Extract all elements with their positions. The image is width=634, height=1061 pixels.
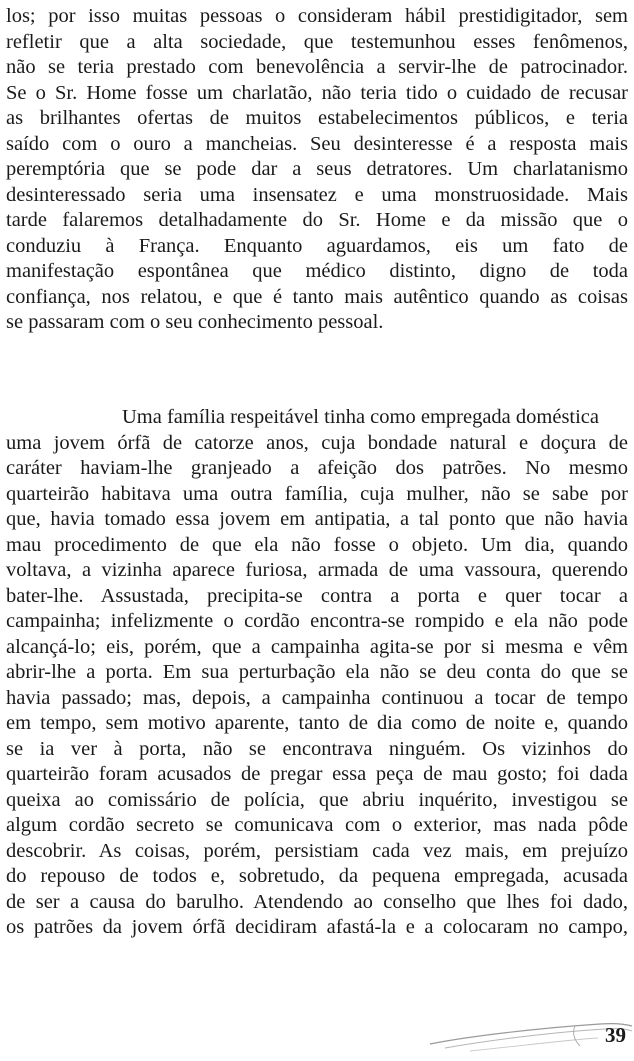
text-line: bater-lhe. Assustada, precipita-se contra a porta e quer tocar a (6, 584, 628, 607)
text-line: campainha; infelizmente o cordão encontra-se rompido e ela não pode (6, 610, 628, 632)
text-line: refletir que a alta sociedade, que testemunhou esses fenômenos, (6, 30, 628, 53)
text-line: desinteressado seria uma insensatez e uma monstruosidade. Mais (6, 183, 628, 206)
text-line: quarteirão foram acusados de pregar essa peça de mau gosto; foi dada (6, 763, 628, 785)
text-line: uma jovem órfã de catorze anos, cuja bondade natural e doçura de (6, 431, 628, 454)
text-line: havia passado; mas, depois, a campainha continuou a tocar de tempo (6, 686, 628, 709)
text-line: manifestação espontânea que médico distinto, digno de toda (6, 260, 628, 282)
text-line: peremptória que se pode dar a seus detratores. Um charlatanismo (6, 158, 628, 180)
page-footer (0, 1010, 634, 1061)
text-line: mau procedimento de que ela não fosse o objeto. Um dia, quando (6, 533, 628, 556)
text-line: saído com o ouro a mancheias. Seu desinteresse é a resposta mais (6, 132, 628, 155)
text-line: voltava, a vizinha aparece furiosa, armada de uma vassoura, querendo (6, 559, 628, 581)
text-line: caráter haviam-lhe granjeado a afeição dos patrões. No mesmo (6, 457, 628, 479)
text-line: Se o Sr. Home fosse um charlatão, não teria tido o cuidado de recusar (6, 81, 628, 104)
text-line: as brilhantes ofertas de muitos estabelecimentos públicos, e teria (6, 107, 628, 129)
text-line: de ser a causa do barulho. Atendendo ao conselho que lhes foi dado, (6, 890, 628, 913)
text-line: do repouso de todos e, sobretudo, da pequena empregada, acusada (6, 865, 628, 887)
text-line: confiança, nos relatou, e que é tanto mais autêntico quando as coisas (6, 285, 628, 308)
text-line: los; por isso muitas pessoas o consideram hábil prestidigitador, sem (6, 5, 628, 27)
text-line: se passaram com o seu conhecimento pessoal. (6, 311, 384, 333)
text-line: descobrir. As coisas, porém, persistiam cada vez mais, em prejuízo (6, 839, 628, 862)
text-line: Uma família respeitável tinha como empregada doméstica (122, 406, 600, 428)
text-line: tarde falaremos detalhadamente do Sr. Home e da missão que o (6, 209, 628, 231)
page-number: 39 (605, 1023, 626, 1047)
paragraph-1 (6, 4, 628, 336)
decorative-swoosh (0, 1010, 634, 1061)
text-line: algum cordão secreto se comunicava com o exterior, mas nada pôde (6, 814, 628, 836)
text-line: não se teria prestado com benevolência a servir-lhe de patrocinador. (6, 56, 628, 78)
text-line: os patrões da jovem órfã decidiram afastá-la e a colocaram no campo, (6, 916, 628, 938)
text-line: que, havia tomado essa jovem em antipatia, a tal ponto que não havia (6, 508, 628, 530)
paragraph-2 (6, 405, 628, 941)
text-line: se ia ver à porta, não se encontrava ninguém. Os vizinhos do (6, 737, 628, 760)
text-line: quarteirão habitava uma outra família, cuja mulher, não se sabe por (6, 482, 628, 505)
text-line: queixa ao comissário de polícia, que abriu inquérito, investigou se (6, 788, 628, 811)
text-line: conduziu à França. Enquanto aguardamos, eis um fato de (6, 234, 628, 257)
text-line: alcançá-lo; eis, porém, que a campainha agita-se por si mesma e vêm (6, 635, 628, 658)
text-line: abrir-lhe a porta. Em sua perturbação ela não se deu conta do que se (6, 661, 628, 683)
text-line: em tempo, sem motivo aparente, tanto de dia como de noite e, quando (6, 712, 628, 734)
